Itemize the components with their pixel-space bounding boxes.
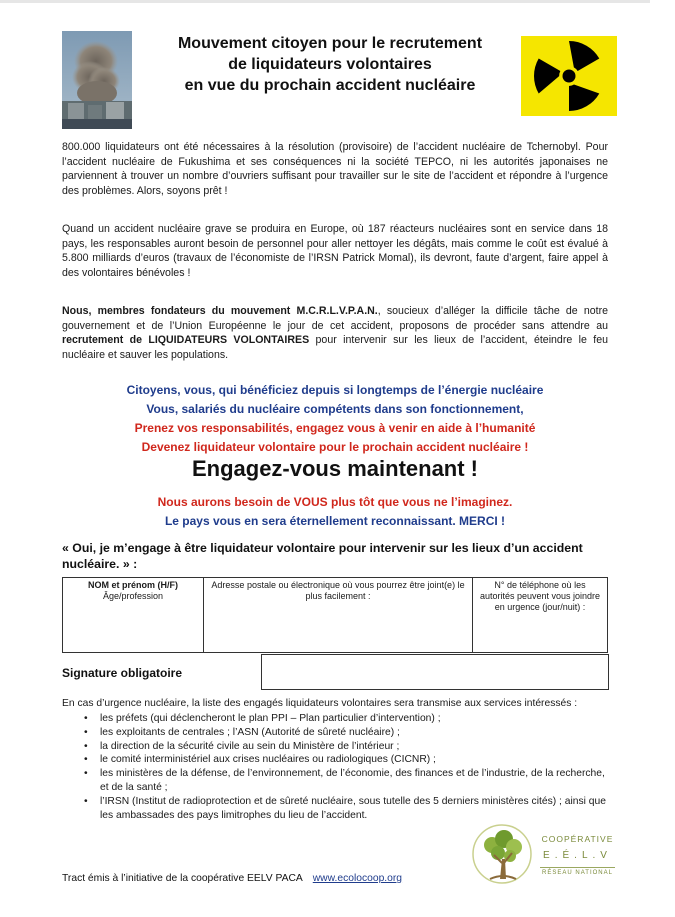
- founders-bold: Nous, membres fondateurs du mouvement M.C.R.L.V.P.A.N.: [62, 305, 378, 317]
- recipient-text: les préfets (qui déclencheront le plan PPI – Plan particulier d’intervention) ;: [100, 713, 441, 724]
- recipient-text: l’IRSN (Institut de radioprotection et de sûreté nucléaire, sous tutelle des 5 derniers ministères cités) ; ainsi que les ambassades des pays limitrophes du lieu de l’accident.: [100, 795, 606, 821]
- founders-text-end: pour intervenir sur les lieux de l’accident, éteindre le feu nucléaire et sauver les populations.: [62, 334, 608, 361]
- page-title: [140, 33, 520, 96]
- bullet-icon: •: [84, 713, 88, 724]
- logo-text: [540, 834, 615, 876]
- bullet-icon: •: [84, 740, 88, 752]
- bullet-icon: •: [84, 726, 88, 738]
- ecolocoop-link[interactable]: www.ecolocoop.org: [312, 873, 403, 884]
- radiation-icon: [521, 36, 617, 116]
- signature-box[interactable]: [261, 654, 609, 690]
- signature-label: Signature obligatoire: [62, 666, 183, 680]
- callout-thanks: Le pays vous en sera éternellement reconnaissant. MERCI !: [164, 514, 506, 528]
- callout-responsibilities: Prenez vos responsabilités, engagez vous à venir en aide à l’humanité: [134, 421, 536, 435]
- recipient-text: les exploitants de centrales ; l’ASN (Autorité de sûreté nucléaire) ;: [100, 726, 400, 738]
- recipient-text: les ministères de la défense, de l’environnement, de l’économie, des finances et de l’industrie, de la recherche, et de la santé ;: [100, 768, 605, 793]
- explosion-photo: [62, 31, 132, 129]
- callout-citizens: Citoyens, vous, qui bénéficiez depuis si longtemps de l’énergie nucléaire: [126, 383, 544, 397]
- list-item: [62, 795, 608, 823]
- name-column-cell[interactable]: [63, 578, 204, 653]
- founders-text: , soucieux d’alléger la difficile tâche de notre gouvernement et de l’Union Européenne le jour de cet accident, proposons de procéder sans attendre au: [62, 305, 609, 332]
- top-divider: [0, 0, 650, 3]
- list-item: [62, 767, 608, 795]
- callout-become-liquidator: Devenez liquidateur volontaire pour le prochain accident nucléaire !: [141, 440, 529, 454]
- tree-icon: [470, 823, 540, 885]
- footer: [62, 873, 402, 884]
- list-item: [62, 726, 608, 740]
- name-label-rest: et prénom (H/F): [109, 580, 178, 590]
- name-label-bold: NOM: [88, 580, 109, 590]
- logo-eelv-label: E.É.L.V: [543, 850, 612, 861]
- logo-network-label: RÉSEAU NATIONAL: [540, 867, 615, 876]
- recruitment-bold: recrutement de LIQUIDATEURS VOLONTAIRES: [62, 334, 310, 347]
- title-line-1: Mouvement citoyen pour le recrutement: [177, 35, 483, 52]
- engagement-statement: « Oui, je m’engage à être liquidateur volontaire pour intervenir sur les lieux d’un accident nucléaire. » :: [62, 541, 583, 571]
- age-profession-label: Âge/profession: [102, 591, 164, 601]
- title-line-2: de liquidateurs volontaires: [228, 56, 432, 73]
- paragraph-chernobyl: 800.000 liquidateurs ont été nécessaires à la résolution (provisoire) de l’accident nucléaire de Tchernobyl. Pour l’accident nucléaire de Fukushima et ses conséquences ni la société TEPCO, ni les autorités japonaises ne parviennent à trouver un nombre d’ouvriers suffisant pour travailler sur le site de l’accident et répondre à l’urgence des problèmes. Alors, soyons prêt !: [62, 141, 608, 197]
- list-item: [62, 753, 608, 767]
- paragraph-europe: Quand un accident nucléaire grave se produira en Europe, où 187 réacteurs nucléaires sont en service dans 18 pays, les responsables auront besoin de personnel pour aller nettoyer les dégâts, mais comme le coût est évalué à 5.800 milliards d’euros (travaux de l’économiste de l’IRSN Patrick Momal), ils devront, faute d’argent, faire appel à des volontaires bénévoles !: [62, 223, 608, 279]
- callout-employees: Vous, salariés du nucléaire compétents dans son fonctionnement,: [146, 402, 524, 416]
- list-item: [62, 712, 608, 726]
- address-column-cell[interactable]: [204, 578, 473, 653]
- recipients-list: [62, 712, 608, 822]
- logo-cooperative-label: COOPÉRATIVE: [541, 834, 614, 844]
- address-label: Adresse postale ou électronique où vous pourrez être joint(e) le plus facilement :: [211, 580, 465, 601]
- paragraph-founders: [62, 304, 608, 362]
- recipient-text: le comité interministériel aux crises nucléaires ou radiologiques (CICNR) ;: [100, 754, 436, 766]
- bullet-icon: •: [84, 754, 88, 766]
- recipients-intro: En cas d’urgence nucléaire, la liste des engagés liquidateurs volontaires sera transmise aux services intéressés :: [62, 698, 578, 709]
- list-item: [62, 740, 608, 754]
- volunteer-form-table: [62, 577, 608, 653]
- bullet-icon: •: [84, 795, 88, 807]
- phone-label: N° de téléphone où les autorités peuvent vous joindre en urgence (jour/nuit) :: [479, 580, 601, 612]
- footer-text: Tract émis à l’initiative de la coopérative EELV PACA: [62, 873, 303, 884]
- bullet-icon: •: [84, 768, 88, 780]
- engage-now-heading: Engagez-vous maintenant !: [191, 456, 479, 481]
- phone-column-cell[interactable]: [473, 578, 608, 653]
- recipient-text: la direction de la sécurité civile au sein du Ministère de l’intérieur ;: [100, 740, 400, 752]
- callout-need-you: Nous aurons besoin de VOUS plus tôt que vous ne l’imaginez.: [157, 495, 513, 509]
- title-line-3: en vue du prochain accident nucléaire: [184, 77, 476, 94]
